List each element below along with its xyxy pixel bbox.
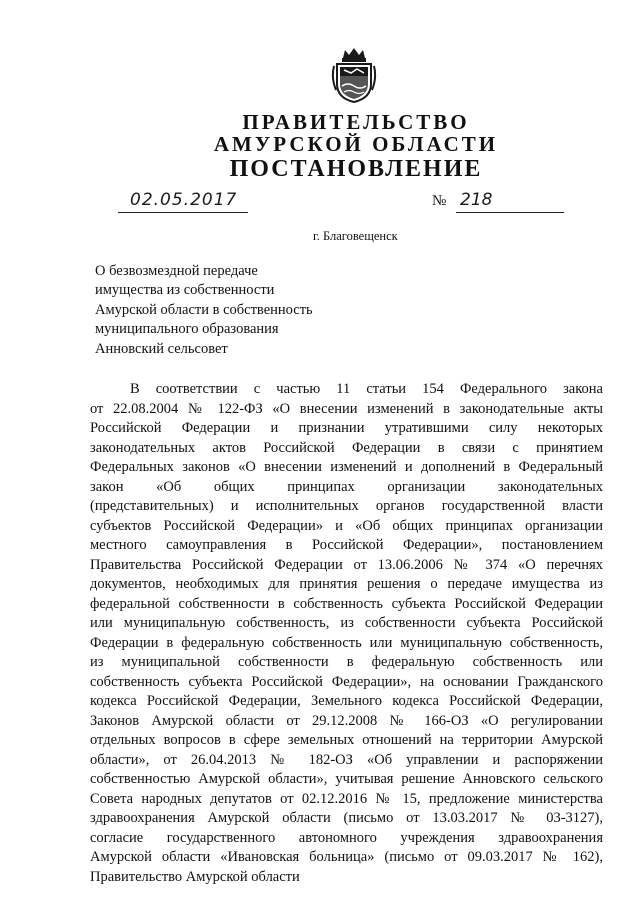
body-line: Правительства Российской Федерации от 13.06.2006 № 374 «О перечнях <box>90 556 603 573</box>
date-value: 02.05.2017 <box>130 190 238 210</box>
coat-of-arms-icon <box>331 46 377 104</box>
body-line: (представительных) и исполнительных органов государственной власти <box>90 498 603 514</box>
number-field <box>456 190 564 213</box>
city-label: г. Благовещенск <box>313 229 398 243</box>
body-line: документов, необходимых для принятия решения о передаче имущества из <box>90 576 603 592</box>
region-title: АМУРСКОЙ ОБЛАСТИ <box>213 132 499 156</box>
document-subject <box>95 262 395 359</box>
body-line: здравоохранения Амурской области (письмо от 13.03.2017 № 03-3127), <box>90 810 603 826</box>
body-line: Правительство Амурской области <box>90 868 300 885</box>
body-line: Федерации в федеральную собственность или муниципальную собственность, <box>90 634 603 651</box>
number-value: 218 <box>460 190 493 210</box>
body-line: кодекса Российской Федерации, Земельного кодекса Российской Федерации, <box>90 693 603 709</box>
date-field <box>118 190 248 213</box>
subject-line: имущества из собственности <box>95 282 275 299</box>
subject-line: Амурской области в собственность <box>95 301 313 318</box>
subject-line: муниципального образования <box>95 321 279 338</box>
body-line: федеральной собственности в собственность субъекта Российской Федерации <box>90 595 603 612</box>
body-line: от 22.08.2004 № 122-ФЗ «О внесении изменений в законодательные акты <box>90 400 603 417</box>
body-line: области», от 26.04.2013 № 182-ОЗ «Об управлении и распоряжении <box>90 751 603 768</box>
body-line: или муниципальную собственность, из собственности субъекта Российской <box>90 615 603 631</box>
government-title: ПРАВИТЕЛЬСТВО <box>242 110 470 134</box>
body-line: субъектов Российской Федерации» и «Об общих принципах организации <box>90 517 603 534</box>
body-line: собственность субъекта Российской Федерации», на основании Гражданского <box>90 673 603 690</box>
document-body <box>90 380 603 887</box>
body-line: местного самоуправления в Российской Федерации», постановлением <box>90 537 603 553</box>
body-line: Российской Федерации и признании утратившими силу некоторых <box>90 420 603 436</box>
number-label: № <box>432 193 447 209</box>
body-line: из муниципальной собственности в федеральную собственность или <box>90 654 603 670</box>
body-line: Амурской области «Ивановская больница» (письмо от 09.03.2017 № 162), <box>90 849 603 865</box>
body-line: отдельных вопросов в сфере земельных отношений на территории Амурской <box>90 732 603 748</box>
body-line: закон «Об общих принципах организации законодательных <box>90 478 603 495</box>
subject-line: О безвозмездной передаче <box>95 263 258 279</box>
body-line: согласие государственного автономного учреждения здравоохранения <box>90 829 603 846</box>
body-line: Федеральных законов «О внесении изменений и дополнений в Федеральный <box>90 459 603 475</box>
body-line: Законов Амурской области от 29.12.2008 № 166-ОЗ «О регулировании <box>90 712 603 729</box>
body-line: Совета народных депутатов от 02.12.2016 № 15, предложение министерства <box>90 790 603 807</box>
document-type-title: ПОСТАНОВЛЕНИЕ <box>229 156 483 182</box>
body-line: В соответствии с частью 11 статьи 154 Федерального закона <box>130 381 603 397</box>
subject-line: Анновский сельсовет <box>95 340 228 357</box>
body-line: собственностью Амурской области», учитывая решение Анновского сельского <box>90 771 603 787</box>
body-line: законодательных актов Российской Федерации в связи с принятием <box>90 439 603 456</box>
